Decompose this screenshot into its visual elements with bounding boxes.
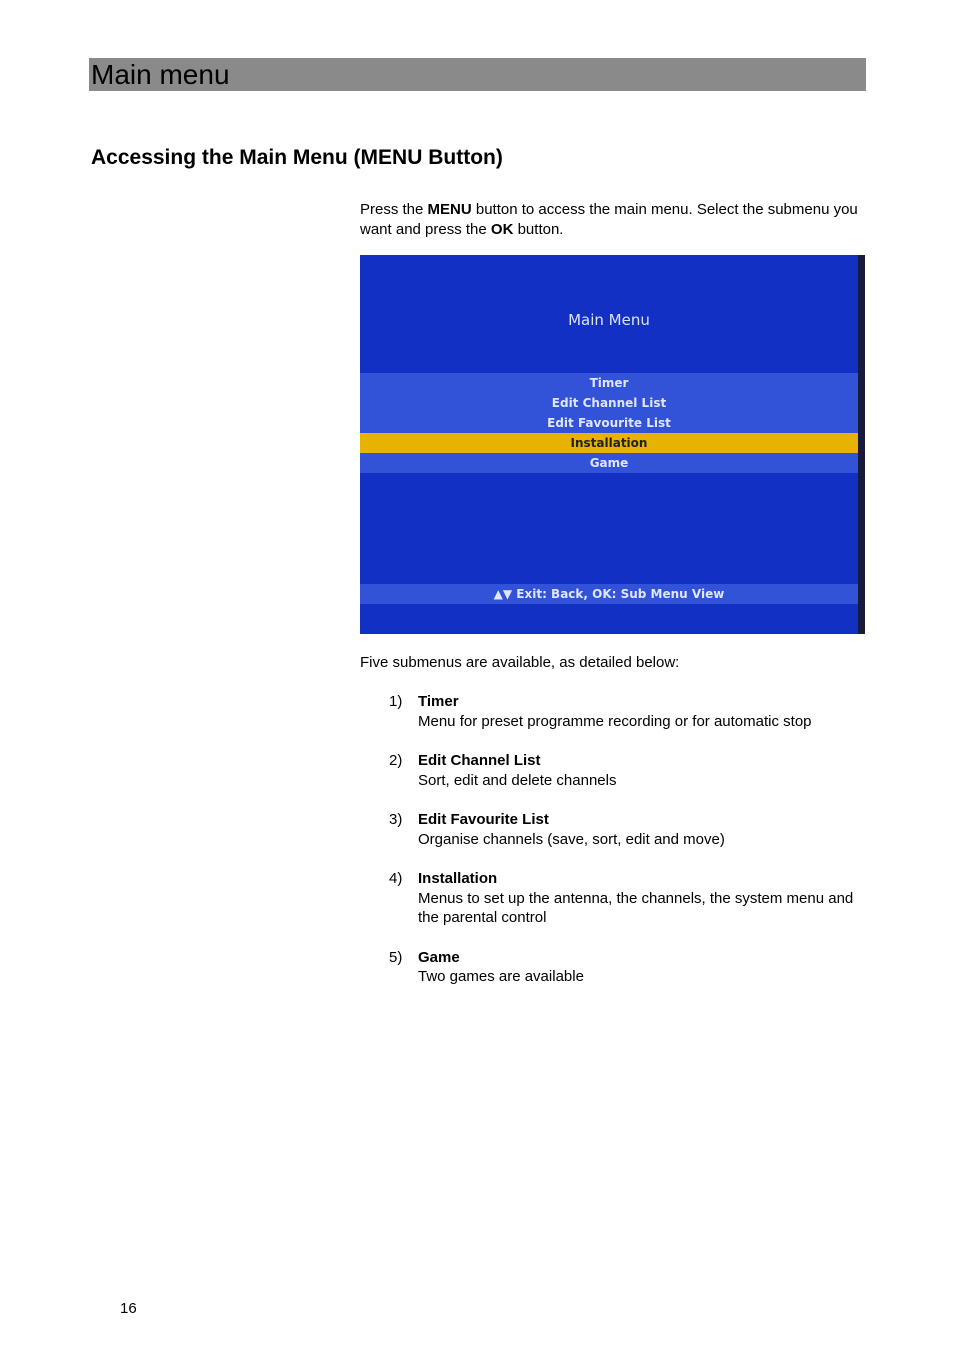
item-description: Sort, edit and delete channels xyxy=(418,771,617,789)
item-number: 5) xyxy=(389,948,403,966)
item-description: Menus to set up the antenna, the channels, the system menu and the parental control xyxy=(418,889,854,926)
item-title: Edit Favourite List xyxy=(418,811,549,828)
tv-screenshot xyxy=(360,255,865,634)
page-number: 16 xyxy=(120,1300,137,1317)
tv-menu-item-edit-channel-list: Edit Channel List xyxy=(551,396,667,410)
list-item xyxy=(389,948,869,987)
item-number: 2) xyxy=(389,752,403,769)
item-description: Menu for preset programme recording or for automatic stop xyxy=(418,712,812,730)
item-title: Game xyxy=(418,948,460,966)
intro-paragraph xyxy=(360,200,870,240)
item-title: Timer xyxy=(418,693,459,710)
item-number: 1) xyxy=(389,693,403,710)
intro-ok-keyword: OK xyxy=(490,221,514,238)
tv-menu-item-game: Game xyxy=(589,456,629,470)
tv-menu-item-timer: Timer xyxy=(589,376,629,390)
item-description: Organise channels (save, sort, edit and move) xyxy=(418,830,725,848)
list-item xyxy=(389,751,869,790)
tv-menu-list xyxy=(360,373,858,473)
tv-screen-edge xyxy=(858,255,865,634)
tv-footer-hint: ▲▼ Exit: Back, OK: Sub Menu View xyxy=(360,584,858,604)
submenus-lead: Five submenus are available, as detailed below: xyxy=(360,654,680,671)
list-item xyxy=(389,810,869,849)
page-heading: Accessing the Main Menu (MENU Button) xyxy=(91,146,503,169)
tv-menu-item-installation: Installation xyxy=(360,433,858,453)
section-title: Main menu xyxy=(91,59,230,90)
section-title-bar xyxy=(89,58,866,91)
intro-text-1: Press the xyxy=(360,201,428,218)
list-item xyxy=(389,692,869,731)
item-title: Installation xyxy=(418,870,498,887)
tv-menu-item-edit-favourite-list: Edit Favourite List xyxy=(547,416,671,430)
intro-menu-keyword: MENU xyxy=(427,201,472,218)
intro-text-2: button to access the main menu. Select the submenu you want and press the xyxy=(360,201,858,238)
item-description: Two games are available xyxy=(418,968,584,985)
item-number: 3) xyxy=(389,811,403,828)
submenu-list xyxy=(389,692,869,1007)
list-item xyxy=(389,869,869,928)
tv-menu-title: Main Menu xyxy=(568,311,650,329)
item-title: Edit Channel List xyxy=(418,752,541,769)
intro-text-3: button. xyxy=(513,221,564,238)
item-number: 4) xyxy=(389,870,403,887)
